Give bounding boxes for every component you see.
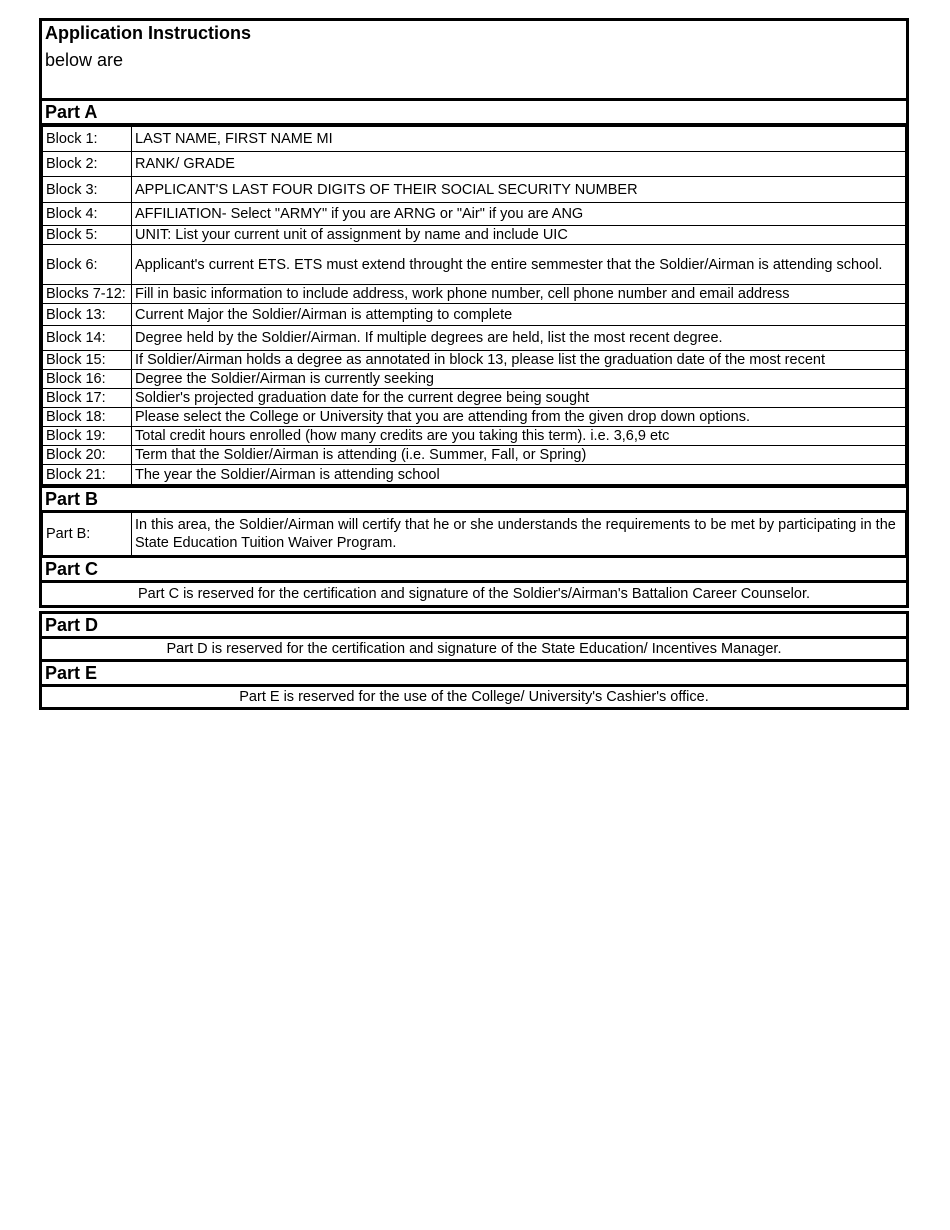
- table-row: [43, 285, 906, 304]
- block-text: The year the Soldier/Airman is attending school: [132, 465, 906, 485]
- table-row: [43, 177, 906, 203]
- table-row: [43, 446, 906, 465]
- part-b-label: Part B:: [43, 513, 132, 555]
- table-row: [43, 370, 906, 389]
- block-label: Block 2:: [43, 152, 132, 177]
- block-label: Block 14:: [43, 326, 132, 351]
- block-text: Please select the College or University that you are attending from the given drop down options.: [132, 408, 906, 427]
- block-label: Block 15:: [43, 351, 132, 370]
- block-label: Block 5:: [43, 226, 132, 245]
- block-label: Block 3:: [43, 177, 132, 203]
- block-label: Block 19:: [43, 427, 132, 446]
- part-b-heading: Part B: [42, 485, 906, 513]
- instructions-form: [39, 18, 909, 608]
- table-row: [43, 152, 906, 177]
- block-text: RANK/ GRADE: [132, 152, 906, 177]
- part-a-table: [42, 126, 906, 485]
- block-text: Total credit hours enrolled (how many credits are you taking this term). i.e. 3,6,9 etc: [132, 427, 906, 446]
- part-b-text: In this area, the Soldier/Airman will certify that he or she understands the requirements to be met by participating in the State Education Tuition Waiver Program.: [132, 513, 906, 555]
- block-label: Block 4:: [43, 203, 132, 226]
- table-row: [43, 226, 906, 245]
- block-text: AFFILIATION- Select "ARMY" if you are ARNG or "Air" if you are ANG: [132, 203, 906, 226]
- table-row: [43, 127, 906, 152]
- part-e-heading: Part E: [42, 659, 906, 687]
- part-a-heading: Part A: [42, 98, 906, 126]
- block-text: UNIT: List your current unit of assignment by name and include UIC: [132, 226, 906, 245]
- block-label: Block 1:: [43, 127, 132, 152]
- table-row: [43, 513, 906, 555]
- table-row: [43, 351, 906, 370]
- block-text: Degree the Soldier/Airman is currently seeking: [132, 370, 906, 389]
- block-text: Degree held by the Soldier/Airman. If multiple degrees are held, list the most recent degree.: [132, 326, 906, 351]
- block-text: Term that the Soldier/Airman is attending (i.e. Summer, Fall, or Spring): [132, 446, 906, 465]
- table-row: [43, 408, 906, 427]
- parts-d-e-box: [39, 611, 909, 710]
- page-subtitle: below are: [45, 50, 124, 70]
- block-label: Block 17:: [43, 389, 132, 408]
- part-c-text: Part C is reserved for the certification and signature of the Soldier's/Airman's Battalion Career Counselor.: [137, 586, 811, 602]
- block-label: Block 20:: [43, 446, 132, 465]
- block-label: Block 16:: [43, 370, 132, 389]
- table-row: [43, 304, 906, 326]
- part-d-text: Part D is reserved for the certification and signature of the State Education/ Incentives Manager.: [166, 641, 782, 657]
- block-text: LAST NAME, FIRST NAME MI: [132, 127, 906, 152]
- table-row: [43, 427, 906, 446]
- block-label: Block 18:: [43, 408, 132, 427]
- block-label: Blocks 7-12:: [43, 285, 132, 304]
- table-row: [43, 245, 906, 285]
- table-row: [43, 389, 906, 408]
- block-label: Block 13:: [43, 304, 132, 326]
- block-text: Fill in basic information to include address, work phone number, cell phone number and email address: [132, 285, 906, 304]
- block-text: Soldier's projected graduation date for the current degree being sought: [132, 389, 906, 408]
- table-row: [43, 203, 906, 226]
- block-label: Block 21:: [43, 465, 132, 485]
- table-row: [43, 326, 906, 351]
- part-b-table: [42, 513, 906, 555]
- table-row: [43, 465, 906, 485]
- part-c-heading: Part C: [42, 555, 906, 583]
- block-text: Current Major the Soldier/Airman is attempting to complete: [132, 304, 906, 326]
- page-title: Application Instructions: [45, 23, 252, 43]
- block-text: Applicant's current ETS. ETS must extend throught the entire semmester that the Soldier/Airman is attending school.: [132, 245, 906, 285]
- part-d-heading: Part D: [42, 614, 906, 639]
- block-text: If Soldier/Airman holds a degree as annotated in block 13, please list the graduation date of the most recent: [132, 351, 906, 370]
- form-header: [42, 21, 906, 98]
- block-text: APPLICANT'S LAST FOUR DIGITS OF THEIR SOCIAL SECURITY NUMBER: [132, 177, 906, 203]
- block-label: Block 6:: [43, 245, 132, 285]
- part-e-text: Part E is reserved for the use of the College/ University's Cashier's office.: [239, 689, 709, 705]
